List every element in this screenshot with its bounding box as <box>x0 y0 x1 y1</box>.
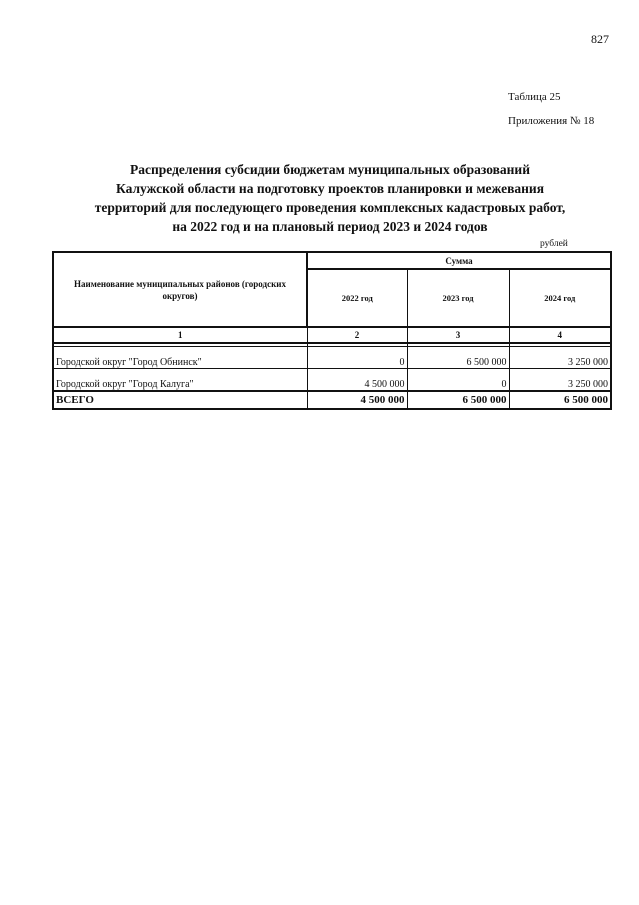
row-value: 0 <box>307 347 407 369</box>
title-line: на 2022 год и на плановый период 2023 и 2024 годов <box>172 219 488 234</box>
total-value: 6 500 000 <box>509 391 611 409</box>
subsidy-table <box>52 251 612 410</box>
column-number: 2 <box>307 327 407 343</box>
header-name: Наименование муниципальных районов (городских округов) <box>53 252 307 327</box>
table-row <box>53 347 611 369</box>
annex-label: Приложения № 18 <box>508 115 595 127</box>
column-number: 4 <box>509 327 611 343</box>
total-label: ВСЕГО <box>53 391 307 409</box>
page-number: 827 <box>591 32 609 46</box>
column-number: 1 <box>53 327 307 343</box>
document-title <box>70 160 590 236</box>
title-line: территорий для последующего проведения комплексных кадастровых работ, <box>94 200 566 215</box>
column-number: 3 <box>407 327 509 343</box>
total-value: 6 500 000 <box>407 391 509 409</box>
header-year: 2024 год <box>509 269 611 327</box>
header-year: 2023 год <box>407 269 509 327</box>
title-line: Калужской области на подготовку проектов планировки и межевания <box>115 181 545 196</box>
row-name: Городской округ "Город Обнинск" <box>53 347 307 369</box>
row-value: 3 250 000 <box>509 369 611 392</box>
units-label: рублей <box>540 239 568 249</box>
table-label: Таблица 25 <box>508 91 561 103</box>
total-row <box>53 391 611 409</box>
header-sum: Сумма <box>307 252 611 269</box>
row-value: 3 250 000 <box>509 347 611 369</box>
row-value: 4 500 000 <box>307 369 407 392</box>
total-value: 4 500 000 <box>307 391 407 409</box>
row-name: Городской округ "Город Калуга" <box>53 369 307 392</box>
row-value: 6 500 000 <box>407 347 509 369</box>
table-row <box>53 369 611 392</box>
row-value: 0 <box>407 369 509 392</box>
header-year: 2022 год <box>307 269 407 327</box>
title-line: Распределения субсидии бюджетам муниципальных образований <box>130 162 530 177</box>
